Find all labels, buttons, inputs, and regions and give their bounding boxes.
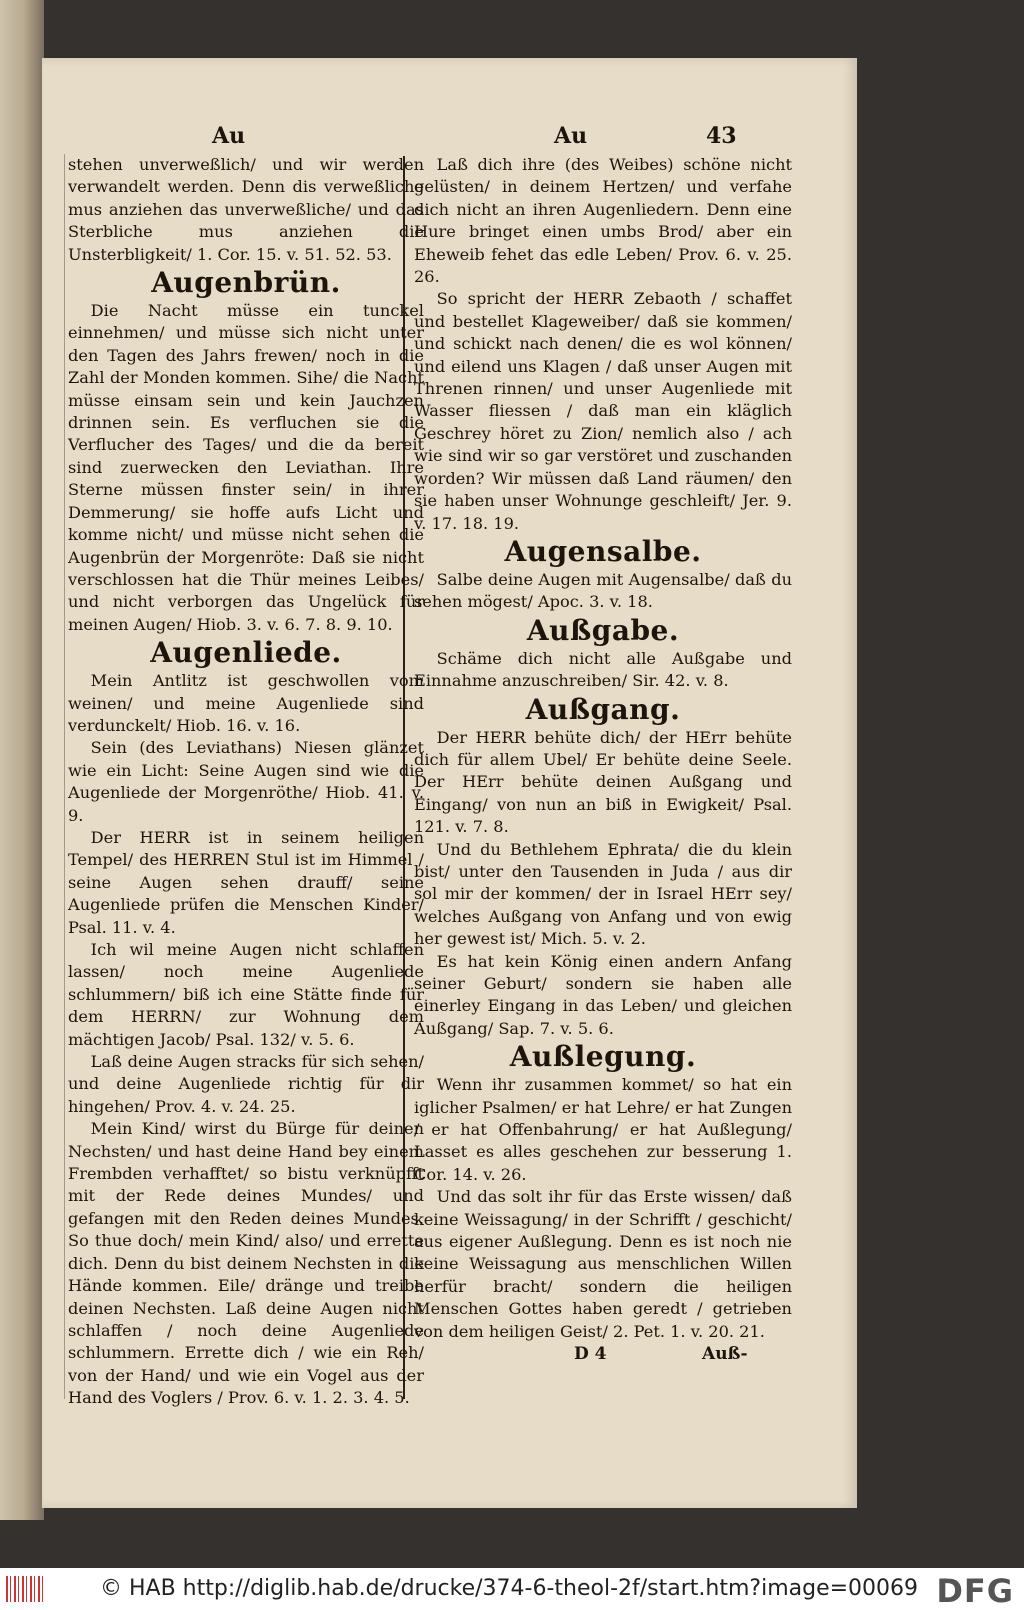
barcode-icon — [6, 1576, 46, 1602]
paragraph: So spricht der HERR Zebaoth / schaffet und bestellet Klageweiber/ daß sie kommen/ und schickt nach denen/ die es wol können/ und eilend uns Klagen / daß unser Augen mit Threnen rinnen/ und unser Augenliede mit Wasser fliessen / daß man ein kläglich Geschrey höret zu Zion/ nemlich also / ach wie sind wir so gar verstöret und zuschanden worden? Wir müssen daß Land räumen/ den sie haben unser Wohnunge geschleift/ Jer. 9. v. 17. 18. 19. — [414, 289, 792, 533]
viewer-footer — [0, 1568, 1024, 1610]
entry-heading: Außgang. — [525, 692, 681, 726]
running-head-left: Au — [212, 123, 246, 149]
entry-heading: Außlegung. — [509, 1040, 697, 1074]
paragraph: Laß dich ihre (des Weibes) schöne nicht gelüsten/ in deinem Hertzen/ und verfahe dich nicht an ihren Augenliedern. Denn eine Hure bringet einen umbs Brod/ aber ein Eheweib fehet das edle Leben/ Prov. 6. v. 25. 26. — [414, 155, 792, 287]
running-head-center: Au — [554, 123, 588, 149]
page-number: 43 — [706, 123, 737, 149]
book-page — [42, 58, 857, 1508]
paragraph: Ich wil meine Augen nicht schlaffen lassen/ noch meine Augenliede schlummern/ biß ich eine Stätte finde für dem HERRN/ zur Wohnung dem mächtigen Jacob/ Psal. 132/ v. 5. 6. — [68, 940, 424, 1049]
paragraph: Und du Bethlehem Ephrata/ die du klein bist/ unter den Tausenden in Juda / aus dir sol mir der kommen/ der in Israel HErr sey/ welches Außgang von Anfang und von ewig her gewest ist/ Mich. 5. v. 2. — [414, 839, 792, 949]
entry-heading: Augenbrün. — [151, 266, 341, 300]
left-column — [68, 154, 424, 1410]
catchword: Auß- — [702, 1344, 748, 1364]
paragraph: Sein (des Leviathans) Niesen glänzet wie ein Licht: Seine Augen sind wie die Augenliede der Morgenröthe/ Hiob. 41. v. 9. — [68, 738, 424, 825]
paragraph: Wenn ihr zusammen kommet/ so hat ein iglicher Psalmen/ er hat Lehre/ er hat Zungen / er hat Offenbahrung/ er hat Außlegung/ Lasset es alles geschehen zur besserung 1. Cor. 14. v. 26. — [414, 1075, 792, 1184]
entry-heading: Augenliede. — [150, 636, 342, 670]
paragraph: Der HERR behüte dich/ der HErr behüte dich für allem Ubel/ Er behüte deine Seele. Der HErr behüte deinen Außgang und Eingang/ von nun an biß in Ewigkeit/ Psal. 121. v. 7. 8. — [414, 727, 792, 837]
source-link[interactable]: © HAB http://diglib.hab.de/drucke/374-6-theol-2f/start.htm?image=00069 — [100, 1576, 919, 1601]
paragraph: Mein Kind/ wirst du Bürge für deinen Nechsten/ und hast deine Hand bey einem Frembden verhafftet/ so bistu verknüpfft mit der Rede deines Mundes/ und gefangen mit den Reden deines Mundes. So thue doch/ mein Kind/ also/ und errette dich. Denn du bist deinem Nechsten in die Hände kommen. Eile/ dränge und treibe deinen Nechsten. Laß deine Augen nicht schlaffen / noch deine Augenliede schlummern. Errette dich / wie ein Reh/ von der Hand/ und wie ein Vogel aus der Hand des Voglers / Prov. 6. v. 1. 2. 3. 4. 5. — [68, 1119, 424, 1408]
paragraph: Laß deine Augen stracks für sich sehen/ und deine Augenliede richtig für dir hingehen/ Prov. 4. v. 24. 25. — [68, 1052, 424, 1116]
paragraph: Und das solt ihr für das Erste wissen/ daß keine Weissagung/ in der Schrifft / geschicht/ aus eigener Außlegung. Denn es ist noch nie keine Weissagung aus menschlichen Willen herfür bracht/ sondern die heiligen Menschen Gottes haben geredt / getrieben von dem heiligen Geist/ 2. Pet. 1. v. 20. 21. — [414, 1187, 792, 1341]
entry-heading: Außgabe. — [526, 613, 680, 647]
paragraph: Schäme dich nicht alle Außgabe und Einnahme anzuschreiben/ Sir. 42. v. 8. — [414, 648, 792, 691]
paragraph: Der HERR ist in seinem heiligen Tempel/ des HERREN Stul ist im Himmel / seine Augen sehen drauff/ seine Augenliede prüfen die Menschen Kinder/ Psal. 11. v. 4. — [68, 827, 424, 937]
signature-mark: D 4 — [574, 1344, 607, 1364]
dfg-logo: DFG — [936, 1572, 1014, 1610]
paragraph: stehen unverweßlich/ und wir werden verwandelt werden. Denn dis verweßliche mus anziehen das unverweßliche/ und das Sterbliche mus anziehen die Unsterbligkeit/ 1. Cor. 15. v. 51. 52. 53. — [68, 155, 424, 264]
right-column — [414, 154, 792, 1343]
paragraph: Es hat kein König einen andern Anfang seiner Geburt/ sondern sie haben alle einerley Eingang in das Leben/ und gleichen Außgang/ Sap. 7. v. 5. 6. — [414, 951, 792, 1038]
left-margin-rule — [64, 154, 65, 1399]
paragraph: Salbe deine Augen mit Augensalbe/ daß du sehen mögest/ Apoc. 3. v. 18. — [414, 569, 792, 612]
paragraph: Die Nacht müsse ein tunckel einnehmen/ und müsse sich nicht unter den Tagen des Jahrs frewen/ noch in die Zahl der Monden kommen. Sihe/ die Nacht müsse einsam sein und kein Jauchzen drinnen sein. Es verfluchen sie die Verflucher des Tages/ und die da bereit sind zuerwecken den Leviathan. Ihre Sterne müssen finster sein/ in ihrer Demmerung/ sie hoffe aufs Licht und komme nicht/ und müsse nicht sehen die Augenbrün der Morgenröte: Daß sie nicht verschlossen hat die Thür meines Leibes/ und nicht verborgen das Ungelück für meinen Augen/ Hiob. 3. v. 6. 7. 8. 9. 10. — [68, 301, 424, 634]
previous-page-edge — [0, 0, 44, 1520]
paragraph: Mein Antlitz ist geschwollen vom weinen/ und meine Augenliede sind verdunckelt/ Hiob. 16. v. 16. — [68, 671, 424, 735]
entry-heading: Augensalbe. — [504, 534, 702, 568]
